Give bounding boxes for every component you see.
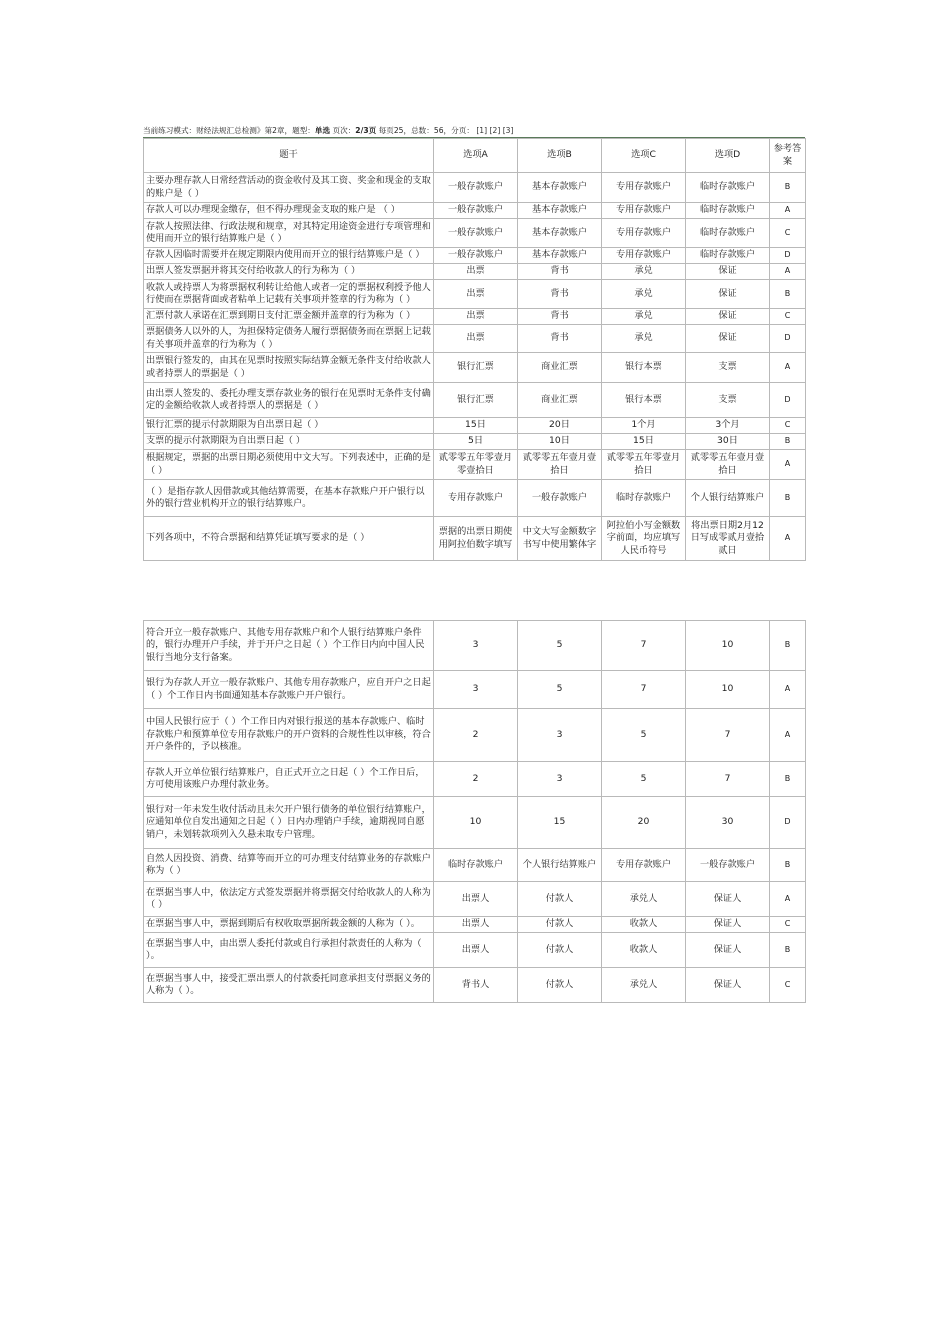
- option-b: 15: [518, 797, 602, 849]
- answer: A: [770, 671, 806, 709]
- option-a: 银行汇票: [434, 353, 518, 383]
- page-link-2[interactable]: [2]: [489, 126, 501, 135]
- option-c: 承兑: [602, 280, 686, 309]
- option-d: 30日: [686, 434, 770, 450]
- option-a: 一般存款账户: [434, 203, 518, 219]
- question-stem: 收款人或持票人为将票据权利转让给他人或者一定的票据权利授予他人行使而在票据背面或者粘单上记载有关事项并签章的行为称为（ ）: [144, 280, 434, 309]
- option-c: 银行本票: [602, 353, 686, 383]
- question-stem: 存款人开立单位银行结算账户，自正式开立之日起（ ）个工作日后，方可使用该账户办理付款业务。: [144, 762, 434, 797]
- question-table-part1: [143, 138, 806, 561]
- option-a: 2: [434, 709, 518, 762]
- option-a: 出票人: [434, 917, 518, 933]
- option-d: 保证: [686, 325, 770, 353]
- question-stem: 银行为存款人开立一般存款账户、其他专用存款账户，应自开户之日起（ ）个工作日内书面通知基本存款账户开户银行。: [144, 671, 434, 709]
- option-d: 3个月: [686, 418, 770, 434]
- option-d: 保证人: [686, 933, 770, 968]
- option-b: 基本存款账户: [518, 173, 602, 203]
- option-d: 个人银行结算账户: [686, 480, 770, 517]
- option-d: 将出票日期2月12日写成零贰月壹拾贰日: [686, 517, 770, 561]
- option-c: 专用存款账户: [602, 173, 686, 203]
- option-b: 付款人: [518, 917, 602, 933]
- table-row: [144, 709, 806, 762]
- option-d: 支票: [686, 353, 770, 383]
- total-count: ，总数：56: [403, 126, 444, 135]
- option-a: 专用存款账户: [434, 480, 518, 517]
- option-c: 5: [602, 762, 686, 797]
- question-stem: 存款人可以办理现金缴存，但不得办理现金支取的账户是 （ ）: [144, 203, 434, 219]
- option-c: 7: [602, 671, 686, 709]
- option-d: 临时存款账户: [686, 173, 770, 203]
- table-row: [144, 280, 806, 309]
- paging-label: ，分页：: [443, 126, 474, 135]
- option-c: 专用存款账户: [602, 203, 686, 219]
- header-option-d: 选项D: [686, 139, 770, 173]
- mode-prefix: 当前练习模式：: [143, 126, 197, 135]
- option-b: 背书: [518, 264, 602, 280]
- page-link-3[interactable]: [3]: [502, 126, 514, 135]
- question-table-part2: [143, 620, 806, 1003]
- option-c: 专用存款账户: [602, 219, 686, 248]
- answer: B: [770, 480, 806, 517]
- option-a: 临时存款账户: [434, 849, 518, 882]
- table-row: [144, 325, 806, 353]
- question-stem: （ ）是指存款人因借款或其他结算需要，在基本存款账户开户银行以外的银行营业机构开立的银行结算账户。: [144, 480, 434, 517]
- option-a: 一般存款账户: [434, 248, 518, 264]
- table-row: [144, 219, 806, 248]
- option-c: 银行本票: [602, 383, 686, 418]
- option-a: 出票: [434, 280, 518, 309]
- option-d: 临时存款账户: [686, 219, 770, 248]
- practice-mode-bar: [143, 124, 805, 138]
- question-stem: 在票据当事人中，由出票人委托付款或自行承担付款责任的人称为（ ）。: [144, 933, 434, 968]
- table-row: [144, 264, 806, 280]
- option-b: 付款人: [518, 968, 602, 1003]
- answer: B: [770, 434, 806, 450]
- table-row: [144, 383, 806, 418]
- table-row: [144, 418, 806, 434]
- option-a: 贰零零五年零壹月零壹拾日: [434, 450, 518, 480]
- answer: C: [770, 418, 806, 434]
- option-a: 2: [434, 762, 518, 797]
- table-row: [144, 917, 806, 933]
- type-label: ，题型：: [284, 126, 315, 135]
- option-a: 背书人: [434, 968, 518, 1003]
- table-row: [144, 480, 806, 517]
- table-row: [144, 517, 806, 561]
- option-d: 保证: [686, 264, 770, 280]
- question-rows-part1: [144, 173, 806, 561]
- option-b: 基本存款账户: [518, 248, 602, 264]
- question-stem: 出票人签发票据并将其交付给收款人的行为称为（ ）: [144, 264, 434, 280]
- question-stem: 在票据当事人中，票据到期后有权收取票据所载金额的人称为（ ）。: [144, 917, 434, 933]
- option-a: 一般存款账户: [434, 173, 518, 203]
- option-c: 阿拉伯小写金额数字前面，均应填写人民币符号: [602, 517, 686, 561]
- option-b: 商业汇票: [518, 383, 602, 418]
- option-a: 3: [434, 671, 518, 709]
- option-b: 3: [518, 709, 602, 762]
- option-d: 10: [686, 621, 770, 671]
- question-stem: 存款人因临时需要并在规定期限内使用而开立的银行结算账户是（ ）: [144, 248, 434, 264]
- option-a: 银行汇票: [434, 383, 518, 418]
- question-stem: 银行汇票的提示付款期限为自出票日起（ ）: [144, 418, 434, 434]
- option-c: 临时存款账户: [602, 480, 686, 517]
- option-c: 承兑人: [602, 882, 686, 917]
- option-b: 5: [518, 671, 602, 709]
- option-a: 3: [434, 621, 518, 671]
- option-d: 7: [686, 709, 770, 762]
- answer: B: [770, 933, 806, 968]
- option-b: 付款人: [518, 882, 602, 917]
- option-d: 保证人: [686, 882, 770, 917]
- answer: C: [770, 309, 806, 325]
- option-b: 基本存款账户: [518, 219, 602, 248]
- table-row: [144, 248, 806, 264]
- option-c: 承兑: [602, 325, 686, 353]
- option-c: 15日: [602, 434, 686, 450]
- question-stem: 在票据当事人中，依法定方式签发票据并将票据交付给收款人的人称为（ ）: [144, 882, 434, 917]
- page-link-1[interactable]: [1]: [476, 126, 488, 135]
- option-a: 10: [434, 797, 518, 849]
- option-b: 中文大写金额数字书写中使用繁体字: [518, 517, 602, 561]
- page-indicator: 2/3页: [355, 126, 377, 135]
- header-row: [144, 139, 806, 173]
- table-row: [144, 849, 806, 882]
- per-page: 每页25: [376, 126, 404, 135]
- option-a: 出票: [434, 264, 518, 280]
- question-stem: 主要办理存款人日常经营活动的资金收付及其工资、奖金和现金的支取的账户是（ ）: [144, 173, 434, 203]
- header-stem: 题干: [144, 139, 434, 173]
- answer: A: [770, 709, 806, 762]
- option-c: 1个月: [602, 418, 686, 434]
- question-stem: 支票的提示付款期限为自出票日起（ ）: [144, 434, 434, 450]
- option-a: 15日: [434, 418, 518, 434]
- header-option-b: 选项B: [518, 139, 602, 173]
- header-answer: 参考答案: [770, 139, 806, 173]
- option-b: 商业汇票: [518, 353, 602, 383]
- option-b: 20日: [518, 418, 602, 434]
- question-stem: 中国人民银行应于（ ）个工作日内对银行报送的基本存款账户、临时存款账户和预算单位专用存款账户的开户资料的合规性性以审核，符合开户条件的，予以核准。: [144, 709, 434, 762]
- option-b: 贰零零五年壹月壹拾日: [518, 450, 602, 480]
- option-c: 收款人: [602, 933, 686, 968]
- option-d: 保证: [686, 309, 770, 325]
- question-stem: 银行对一年未发生收付活动且未欠开户银行债务的单位银行结算账户，应通知单位自发出通知之日起（ ）日内办理销户手续，逾期视同自愿销户，未划转款项列入久悬未取专户管理。: [144, 797, 434, 849]
- answer: A: [770, 264, 806, 280]
- question-stem: 根据规定，票据的出票日期必须使用中文大写。下列表述中，正确的是（ ）: [144, 450, 434, 480]
- table-row: [144, 353, 806, 383]
- table-row: [144, 309, 806, 325]
- option-a: 出票人: [434, 882, 518, 917]
- table-row: [144, 933, 806, 968]
- answer: A: [770, 450, 806, 480]
- option-b: 背书: [518, 325, 602, 353]
- answer: A: [770, 353, 806, 383]
- option-d: 保证: [686, 280, 770, 309]
- option-c: 专用存款账户: [602, 248, 686, 264]
- header-option-c: 选项C: [602, 139, 686, 173]
- table-row: [144, 621, 806, 671]
- table-row: [144, 882, 806, 917]
- option-d: 10: [686, 671, 770, 709]
- question-stem: 票据债务人以外的人，为担保特定债务人履行票据债务而在票据上记载有关事项并盖章的行为称为（ ）: [144, 325, 434, 353]
- option-c: 20: [602, 797, 686, 849]
- option-c: 5: [602, 709, 686, 762]
- answer: C: [770, 219, 806, 248]
- option-a: 一般存款账户: [434, 219, 518, 248]
- question-stem: 自然人因投资、消费、结算等而开立的可办理支付结算业务的存款账户称为（ ）: [144, 849, 434, 882]
- table-row: [144, 450, 806, 480]
- option-c: 承兑人: [602, 968, 686, 1003]
- option-b: 个人银行结算账户: [518, 849, 602, 882]
- table-row: [144, 797, 806, 849]
- answer: B: [770, 280, 806, 309]
- table-row: [144, 762, 806, 797]
- question-stem: 存款人按照法律、行政法规和规章，对其特定用途资金进行专项管理和使用而开立的银行结算账户是（ ）: [144, 219, 434, 248]
- table-row: [144, 434, 806, 450]
- option-d: 临时存款账户: [686, 248, 770, 264]
- option-b: 5: [518, 621, 602, 671]
- option-b: 背书: [518, 280, 602, 309]
- option-d: 保证人: [686, 968, 770, 1003]
- question-rows-part2: [144, 621, 806, 1003]
- question-stem: 出票银行签发的，由其在见票时按照实际结算金额无条件支付给收款人或者持票人的票据是（ ）: [144, 353, 434, 383]
- answer: D: [770, 797, 806, 849]
- option-b: 3: [518, 762, 602, 797]
- table-row: [144, 173, 806, 203]
- option-d: 保证人: [686, 917, 770, 933]
- answer: B: [770, 849, 806, 882]
- option-b: 10日: [518, 434, 602, 450]
- option-c: 承兑: [602, 264, 686, 280]
- question-stem: 符合开立一般存款账户、其他专用存款账户和个人银行结算账户条件的，银行办理开户手续，并于开户之日起（ ）个工作日内向中国人民银行当地分支行备案。: [144, 621, 434, 671]
- header-option-a: 选项A: [434, 139, 518, 173]
- option-c: 专用存款账户: [602, 849, 686, 882]
- question-type: 单选: [314, 126, 331, 135]
- option-b: 基本存款账户: [518, 203, 602, 219]
- option-a: 票据的出票日期使用阿拉伯数字填写: [434, 517, 518, 561]
- question-stem: 下列各项中，不符合票据和结算凭证填写要求的是（ ）: [144, 517, 434, 561]
- option-a: 出票人: [434, 933, 518, 968]
- answer: B: [770, 762, 806, 797]
- option-c: 承兑: [602, 309, 686, 325]
- page-label: 页次：: [330, 126, 356, 135]
- answer: D: [770, 383, 806, 418]
- answer: A: [770, 203, 806, 219]
- option-a: 出票: [434, 309, 518, 325]
- option-b: 背书: [518, 309, 602, 325]
- option-d: 30: [686, 797, 770, 849]
- answer: B: [770, 173, 806, 203]
- option-a: 出票: [434, 325, 518, 353]
- option-c: 7: [602, 621, 686, 671]
- option-a: 5日: [434, 434, 518, 450]
- option-c: 贰零零五年零壹月拾日: [602, 450, 686, 480]
- question-stem: 汇票付款人承诺在汇票到期日支付汇票金额并盖章的行为称为（ ）: [144, 309, 434, 325]
- question-stem: 在票据当事人中，接受汇票出票人的付款委托同意承担支付票据义务的人称为（ ）。: [144, 968, 434, 1003]
- option-d: 7: [686, 762, 770, 797]
- option-c: 收款人: [602, 917, 686, 933]
- option-d: 临时存款账户: [686, 203, 770, 219]
- option-b: 一般存款账户: [518, 480, 602, 517]
- option-b: 付款人: [518, 933, 602, 968]
- answer: B: [770, 621, 806, 671]
- answer: D: [770, 248, 806, 264]
- answer: A: [770, 882, 806, 917]
- answer: C: [770, 917, 806, 933]
- mode-name: 财经法规汇总检测》第2章: [196, 126, 285, 135]
- answer: D: [770, 325, 806, 353]
- answer: C: [770, 968, 806, 1003]
- table-row: [144, 203, 806, 219]
- table-row: [144, 968, 806, 1003]
- option-d: 支票: [686, 383, 770, 418]
- option-d: 一般存款账户: [686, 849, 770, 882]
- table-row: [144, 671, 806, 709]
- question-stem: 由出票人签发的、委托办理支票存款业务的银行在见票时无条件支付确定的金额给收款人或者持票人的票据是（ ）: [144, 383, 434, 418]
- option-d: 贰零零五年壹月壹拾日: [686, 450, 770, 480]
- answer: A: [770, 517, 806, 561]
